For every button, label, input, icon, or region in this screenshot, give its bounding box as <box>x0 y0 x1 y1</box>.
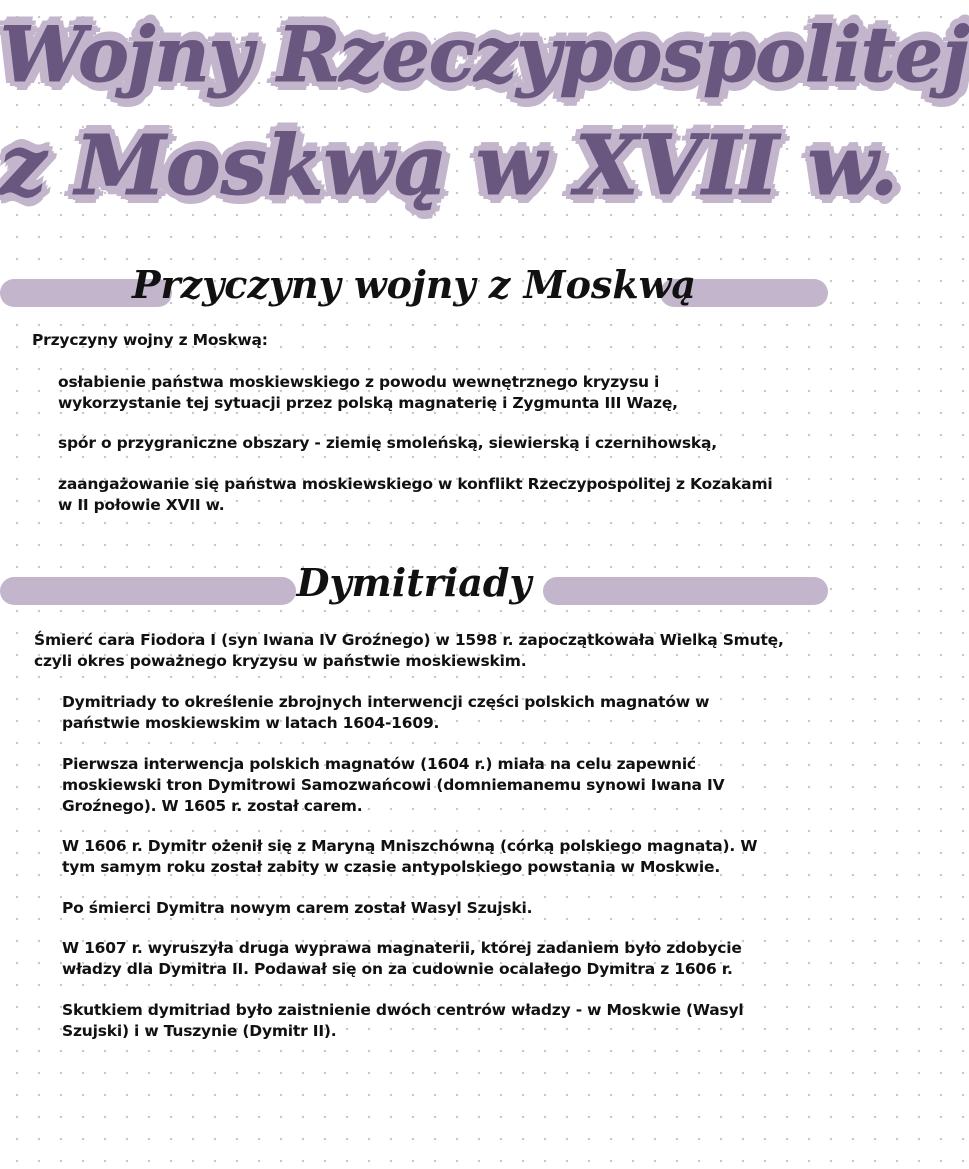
section-heading-causes-text: Przyczyny wojny z Moskwą <box>131 262 696 307</box>
cause-item: zaangażowanie się państwa moskiewskiego w konflikt Rzeczypospolitej z Kozakami w II połowie XVII w. <box>58 475 773 514</box>
dymitriady-item: Pierwsza interwencja polskich magnatów (1604 r.) miała na celu zapewnić moskiewski tron Dymitrowi Samozwańcowi (domniemanemu synowi Iwana IV Groźnego). W 1605 r. został carem. <box>62 755 725 815</box>
page-title-line-1: Wojny Rzeczypospolitej <box>0 10 969 99</box>
section-heading-dymitriady-text: Dymitriady <box>296 560 532 605</box>
section-heading-causes <box>0 262 828 307</box>
causes-intro: Przyczyny wojny z Moskwą: <box>32 331 268 349</box>
dymitriady-item: Dymitriady to określenie zbrojnych interwencji części polskich magnatów w państwie moskiewskim w latach 1604-1609. <box>62 693 710 732</box>
dymitriady-item: W 1606 r. Dymitr ożenił się z Maryną Mniszchówną (córką polskiego magnata). W tym samym roku został zabity w czasie antypolskiego powstania w Moskwie. <box>62 837 758 876</box>
section-heading-dymitriady <box>0 560 828 605</box>
cause-item: osłabienie państwa moskiewskiego z powodu wewnętrznego kryzysu i wykorzystanie tej sytuacji przez polską magnaterię i Zygmunta III Wazę, <box>58 373 678 412</box>
dymitriady-item: Po śmierci Dymitra nowym carem został Wasyl Szujski. <box>62 899 533 917</box>
dymitriady-item: W 1607 r. wyruszyła druga wyprawa magnaterii, której zadaniem było zdobycie władzy dla Dymitra II. Podawał się on za cudownie ocalałego Dymitra z 1606 r. <box>62 939 742 978</box>
dymitriady-item: Skutkiem dymitriad było zaistnienie dwóch centrów władzy - w Moskwie (Wasyl Szujski) i w Tuszynie (Dymitr II). <box>62 1001 744 1040</box>
dymitriady-intro: Śmierć cara Fiodora I (syn Iwana IV Groźnego) w 1598 r. zapoczątkowała Wielką Smutę, czyli okres poważnego kryzysu w państwie moskiewskim. <box>34 631 784 670</box>
page-title-line-2: z Moskwą w XVII w. <box>0 118 899 214</box>
cause-item: spór o przygraniczne obszary - ziemię smoleńską, siewierską i czernihowską, <box>58 434 717 452</box>
